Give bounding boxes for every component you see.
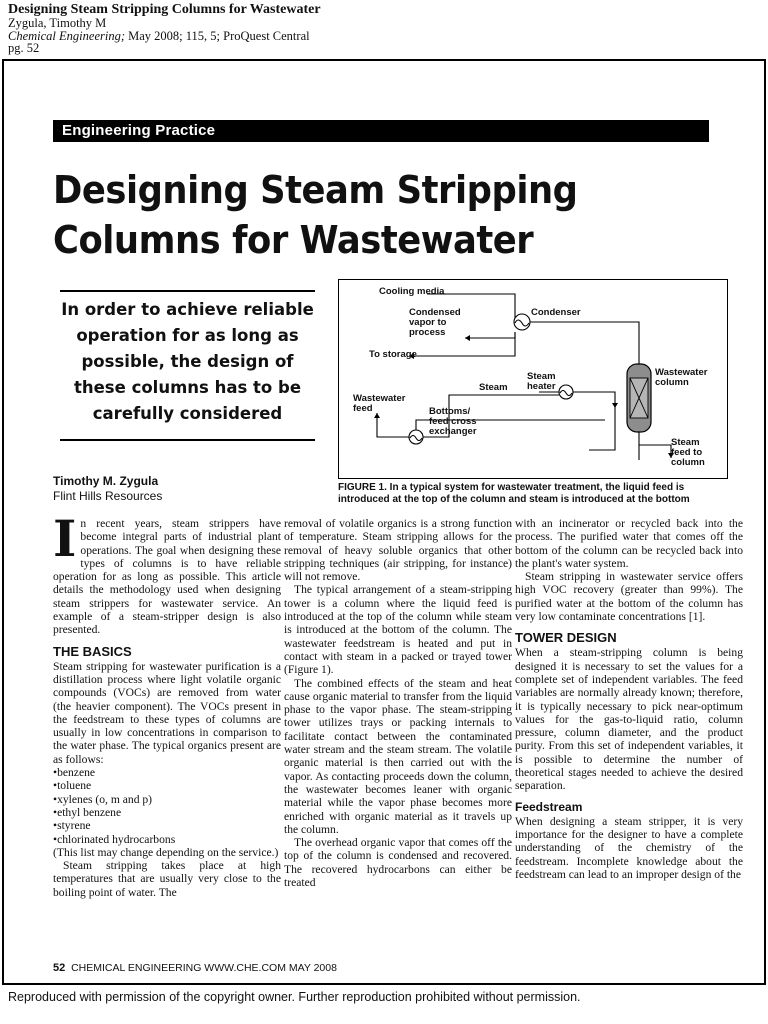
- fig-label-bottoms-exchanger: Bottoms/ feed cross exchanger: [429, 406, 477, 437]
- fig-label-condenser: Condenser: [531, 307, 581, 318]
- temperature-paragraph: Steam stripping takes place at high temperatures that are usually very close to the boiling point of water. The: [53, 859, 281, 899]
- paragraph: removal of volatile organics is a strong function of temperature. Steam stripping allows for the removal of heavy soluble organics that other stripping techniques (air stripping, for instance) will not remove.: [284, 517, 512, 584]
- reproduction-notice: Reproduced with permission of the copyright owner. Further reproduction prohibited without permission.: [8, 990, 581, 1004]
- text-column-1: [53, 509, 281, 899]
- text-column-3: [515, 517, 743, 881]
- article-title-line-1: Designing Steam Stripping: [53, 168, 578, 212]
- paragraph: The overhead organic vapor that comes off the top of the column is condensed and recovered. The recovered hydrocarbons can either be treated: [284, 836, 512, 890]
- feed-line: [377, 413, 409, 437]
- heading-tower-design: TOWER DESIGN: [515, 630, 617, 646]
- text-column-2: [284, 517, 512, 889]
- fig-label-condensed-vapor: Condensed vapor to process: [409, 307, 461, 338]
- steam-feed-line: [639, 445, 671, 458]
- heater-to-column: [573, 392, 615, 450]
- paragraph: with an incinerator or recycled back into the process. The purified water that comes off the bottom of the column can be recycled back into the plant's water system.: [515, 517, 743, 570]
- fig-label-steam-feed: Steam feed to column: [671, 437, 705, 468]
- paragraph: The typical arrangement of a steam-stripping tower is a column where the liquid feed is introduced at the top of the column while steam is introduced at the bottom of the column. The wastewater feedstream is heated and put in contact with steam in a packed or trayed tower (Figure 1).: [284, 583, 512, 677]
- fig-label-steam-heater: Steam heater: [527, 371, 556, 392]
- article-title: [53, 165, 695, 265]
- author-block: [53, 474, 162, 504]
- paragraph: Steam stripping in wastewater service offers high VOC recovery (greater than 99%). The purified water at the bottom of the column has very low contaminate concentrations [1].: [515, 570, 743, 624]
- journal-citation: May 2008; 115, 5; ProQuest Central: [125, 28, 310, 43]
- journal-name: Chemical Engineering;: [8, 28, 125, 43]
- list-item: • benzene: [53, 766, 281, 779]
- fig-label-storage: To storage: [369, 349, 417, 360]
- doc-page: pg. 52: [8, 41, 40, 55]
- section-band-label: Engineering Practice: [62, 122, 216, 139]
- page-footer: [53, 962, 337, 974]
- deck-bottom-rule: [60, 439, 315, 441]
- article-title-line-2: Columns for Wastewater: [53, 218, 534, 262]
- caption-label: FIGURE 1.: [338, 482, 387, 493]
- page-number: 52: [53, 962, 66, 974]
- author-affiliation: Flint Hills Resources: [53, 489, 163, 503]
- drop-cap: I: [53, 509, 77, 568]
- figure-1-caption: [338, 482, 730, 506]
- intro-paragraph: n recent years, steam strippers have become integral parts of industrial plant operations. The goal when designing these types of columns is to have reliable operation for as long as possible. This article details the methodology used when designing steam strippers for wastewater service. An example of a steam-stripper design is also presented.: [53, 517, 281, 637]
- figure-1-diagram: [338, 279, 728, 479]
- author-name: Timothy M. Zygula: [53, 474, 159, 488]
- condensed-vapor-line: [465, 332, 515, 338]
- doc-source: [8, 30, 321, 43]
- article-deck: [60, 290, 315, 427]
- fig-label-wastewater-column: Wastewater column: [655, 367, 708, 388]
- heading-feedstream: Feedstream: [515, 799, 583, 814]
- list-item: • xylenes (o, m and p): [53, 793, 281, 806]
- basics-paragraph: Steam stripping for wastewater purification is a distillation process where light volatile organic compounds (VOCs) are removed from water (the heavier component). The VOCs present in the feedstream to these types of columns are usually in low concentrations in comparison to the water phase. The typical organics present are as follows:: [53, 659, 281, 766]
- paragraph: When a steam-stripping column is being designed it is necessary to set the values for a complete set of independent variables. The feed variables are normally already known; therefore, it is typically necessary to pick near-optimum values for the gas-to-liquid ratio, column pressure, column diameter, and the product purity. From this set of independent variables, it is possible to determine the number of theoretical stages needed to achieve the desired separation.: [515, 646, 743, 793]
- caption-text: In a typical system for wastewater treatment, the liquid feed is introduced at the top of the column and steam is introduced at the bottom: [338, 482, 690, 505]
- footer-text: CHEMICAL ENGINEERING WWW.CHE.COM MAY 2008: [71, 962, 337, 974]
- heading-the-basics: THE BASICS: [53, 643, 132, 659]
- list-note: (This list may change depending on the service.): [53, 845, 279, 859]
- paragraph: The combined effects of the steam and heat cause organic material to transfer from the liquid phase to the vapor phase. The steam-stripping tower utilizes trays or packing internals to facilitate contact between the contaminated water stream and the steam stream. The volatile organic material is then carried out with the vapor. As contacting proceeds down the column, the wastewater becomes leaner with organic material while the vapor phase becomes more enriched with organic material as it travels up the column.: [284, 676, 512, 836]
- fig-label-steam: Steam: [479, 382, 508, 393]
- list-item: • toluene: [53, 779, 281, 792]
- fig-label-wastewater-feed: Wastewater feed: [353, 393, 406, 414]
- paragraph: When designing a steam stripper, it is very importance for the designer to have a complete understanding of the chemistry of the feedstream. Incomplete knowledge about the feedstream can lead to an improper design of the: [515, 814, 743, 881]
- condenser-to-column: [529, 322, 639, 365]
- list-item: • chlorinated hydrocarbons: [53, 833, 281, 846]
- citation-header: [8, 2, 321, 55]
- deck-text: In order to achieve reliable operation for as long as possible, the design of these columns has to be carefully considered: [61, 300, 314, 423]
- organics-list: [53, 766, 281, 846]
- condenser-symbol: [514, 314, 530, 330]
- doc-author: Zygula, Timothy M: [8, 16, 107, 30]
- fig-label-cooling: Cooling media: [379, 286, 445, 297]
- section-band: [53, 120, 709, 142]
- list-item: • ethyl benzene: [53, 806, 281, 819]
- doc-title: Designing Steam Stripping Columns for Wastewater: [8, 2, 321, 17]
- list-item: • styrene: [53, 819, 281, 832]
